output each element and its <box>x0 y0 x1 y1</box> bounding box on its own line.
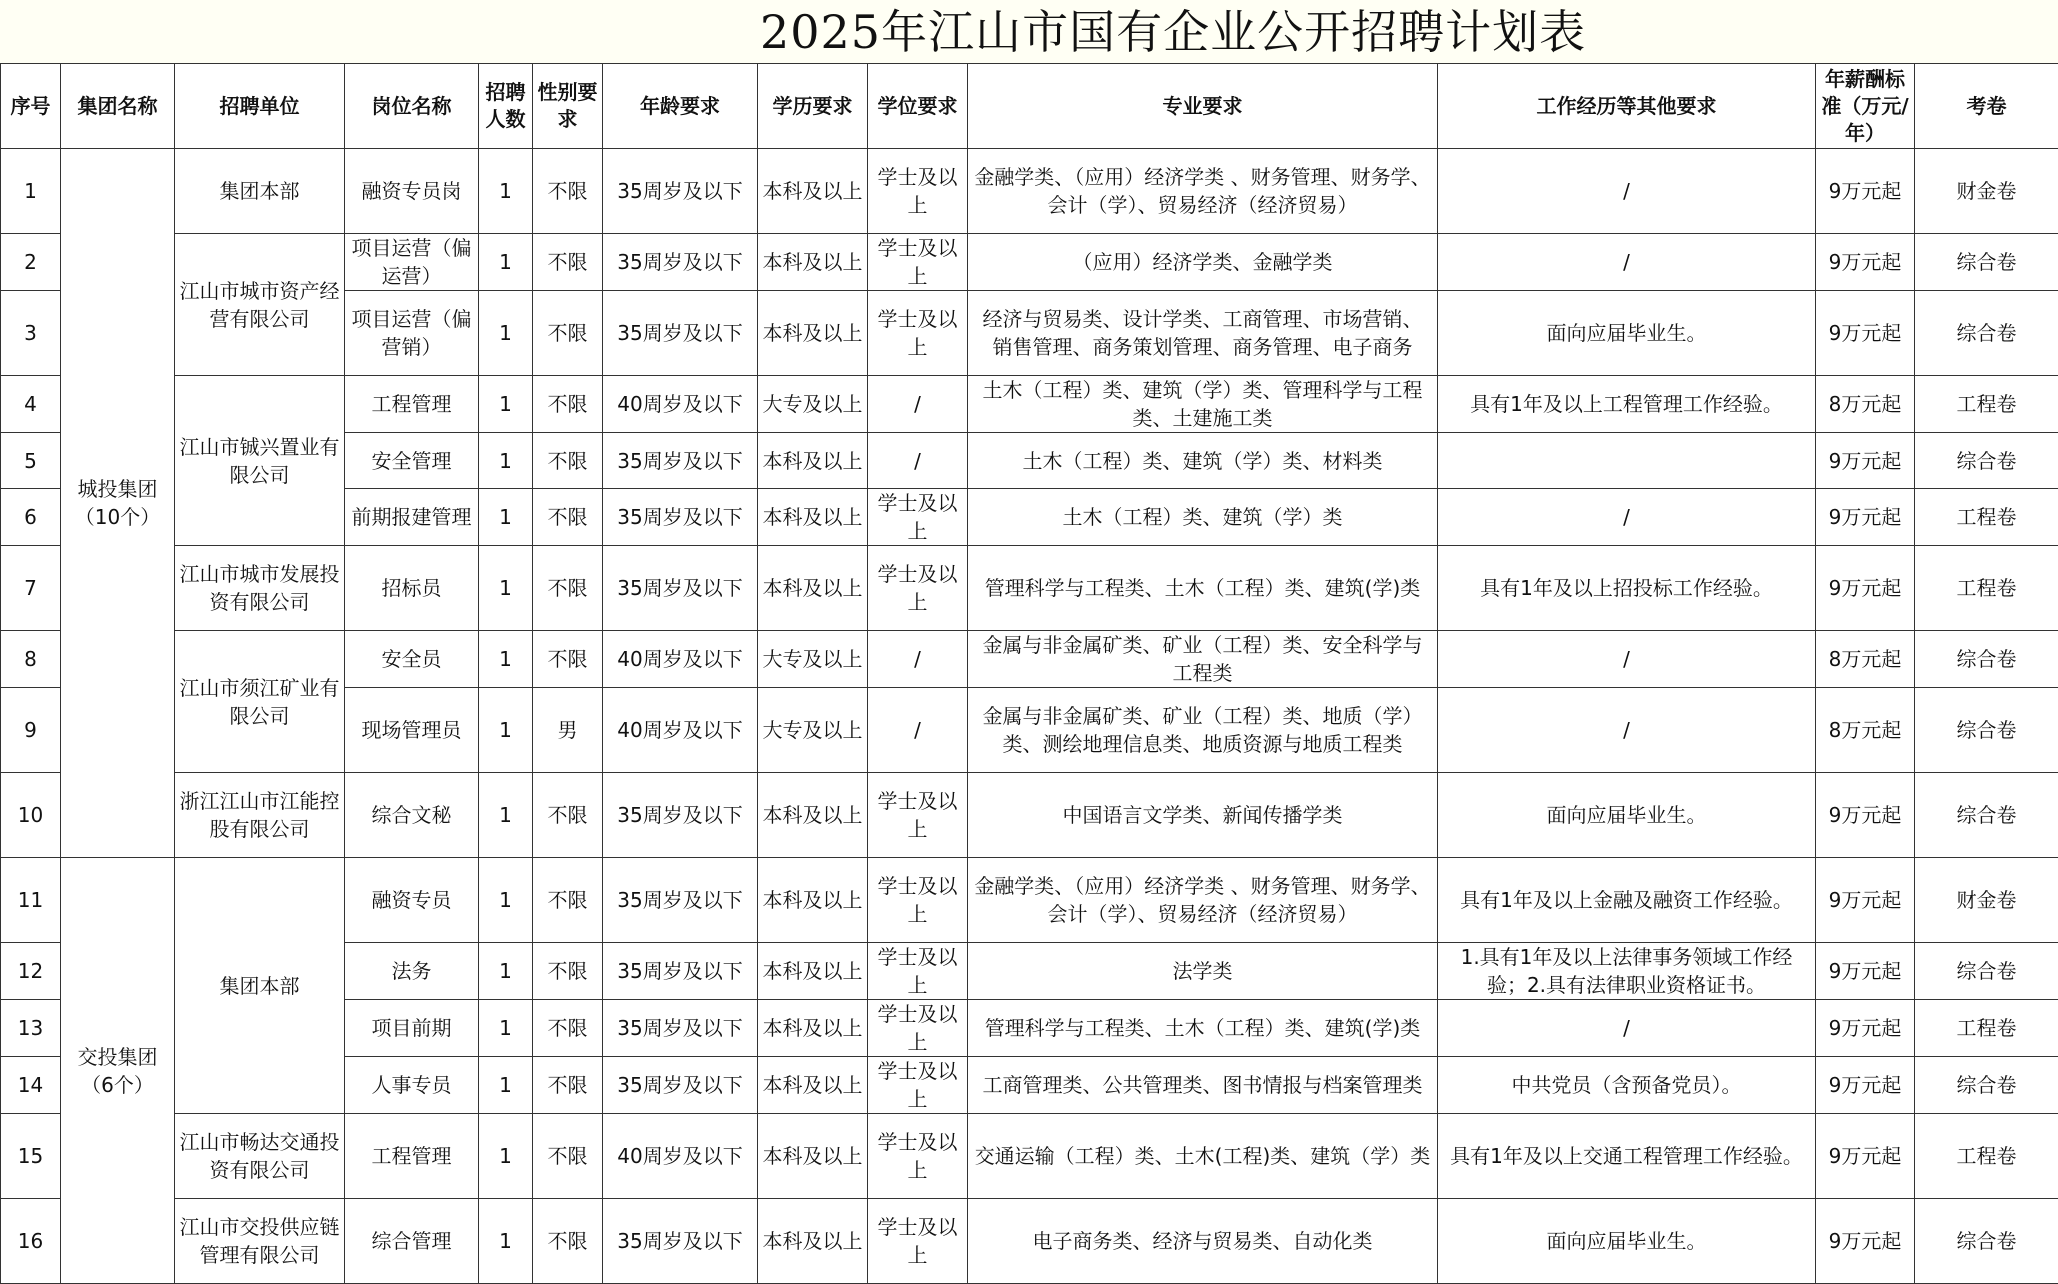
cell-degree[interactable]: 学士及以上 <box>868 1057 968 1114</box>
cell-post[interactable]: 现场管理员 <box>345 688 479 773</box>
cell-major[interactable]: 金融学类、（应用）经济学类 、财务管理、财务学、会计（学）、贸易经济（经济贸易） <box>968 149 1438 234</box>
cell-age[interactable]: 35周岁及以下 <box>603 1199 758 1284</box>
cell-edu[interactable]: 大专及以上 <box>758 688 868 773</box>
header-cell: 序号 <box>1 64 61 149</box>
cell-exam[interactable]: 综合卷 <box>1915 433 2058 489</box>
cell-exam[interactable]: 财金卷 <box>1915 858 2058 943</box>
cell-post[interactable]: 人事专员 <box>345 1057 479 1114</box>
header-cell: 考卷 <box>1915 64 2058 149</box>
header-cell: 集团名称 <box>61 64 175 149</box>
table-row <box>1 858 2058 943</box>
cell-gender[interactable]: 不限 <box>533 1199 603 1284</box>
cell-post[interactable]: 法务 <box>345 943 479 1000</box>
cell-post[interactable]: 安全管理 <box>345 433 479 489</box>
cell-exam[interactable]: 综合卷 <box>1915 1199 2058 1284</box>
cell-post[interactable]: 综合管理 <box>345 1199 479 1284</box>
cell-unit[interactable]: 集团本部 <box>175 858 345 1114</box>
cell-post[interactable]: 融资专员岗 <box>345 149 479 234</box>
cell-no[interactable]: 1 <box>1 149 61 234</box>
cell-exp[interactable]: 具有1年及以上招投标工作经验。 <box>1438 546 1816 631</box>
cell-major[interactable]: 中国语言文学类、新闻传播学类 <box>968 773 1438 858</box>
cell-salary[interactable]: 9万元起 <box>1816 234 1915 291</box>
cell-degree[interactable]: 学士及以上 <box>868 1199 968 1284</box>
cell-exam[interactable]: 综合卷 <box>1915 688 2058 773</box>
cell-gender[interactable]: 不限 <box>533 489 603 546</box>
cell-gender[interactable]: 不限 <box>533 376 603 433</box>
cell-edu[interactable]: 本科及以上 <box>758 943 868 1000</box>
cell-degree[interactable]: 学士及以上 <box>868 773 968 858</box>
cell-num[interactable]: 1 <box>479 631 533 688</box>
header-cell: 年薪酬标准（万元/年） <box>1816 64 1915 149</box>
header-row <box>1 64 2058 149</box>
cell-salary[interactable]: 9万元起 <box>1816 1199 1915 1284</box>
cell-post[interactable]: 项目运营（偏运营） <box>345 234 479 291</box>
header-cell: 专业要求 <box>968 64 1438 149</box>
cell-gender[interactable]: 不限 <box>533 149 603 234</box>
cell-degree[interactable]: 学士及以上 <box>868 291 968 376</box>
cell-major[interactable]: 法学类 <box>968 943 1438 1000</box>
table-row <box>1 149 2058 234</box>
cell-no[interactable]: 13 <box>1 1000 61 1057</box>
cell-no[interactable]: 11 <box>1 858 61 943</box>
cell-gender[interactable]: 不限 <box>533 773 603 858</box>
cell-num[interactable]: 1 <box>479 773 533 858</box>
cell-num[interactable]: 1 <box>479 376 533 433</box>
cell-degree[interactable]: 学士及以上 <box>868 858 968 943</box>
cell-degree[interactable]: 学士及以上 <box>868 1114 968 1199</box>
cell-salary[interactable]: 9万元起 <box>1816 489 1915 546</box>
cell-salary[interactable]: 9万元起 <box>1816 1000 1915 1057</box>
cell-num[interactable]: 1 <box>479 291 533 376</box>
cell-num[interactable]: 1 <box>479 688 533 773</box>
cell-age[interactable]: 35周岁及以下 <box>603 291 758 376</box>
table-row <box>1 234 2058 291</box>
cell-major[interactable]: 经济与贸易类、设计学类、工商管理、市场营销、销售管理、商务策划管理、商务管理、电子商务 <box>968 291 1438 376</box>
cell-major[interactable]: 交通运输（工程）类、土木(工程)类、建筑（学）类 <box>968 1114 1438 1199</box>
cell-salary[interactable]: 9万元起 <box>1816 943 1915 1000</box>
cell-age[interactable]: 35周岁及以下 <box>603 489 758 546</box>
cell-exam[interactable]: 工程卷 <box>1915 1114 2058 1199</box>
table-row <box>1 546 2058 631</box>
cell-no[interactable]: 7 <box>1 546 61 631</box>
cell-age[interactable]: 40周岁及以下 <box>603 1114 758 1199</box>
title-bar <box>0 0 2058 64</box>
cell-post[interactable]: 安全员 <box>345 631 479 688</box>
cell-unit[interactable]: 江山市城市资产经营有限公司 <box>175 234 345 376</box>
cell-major[interactable]: （应用）经济学类、金融学类 <box>968 234 1438 291</box>
cell-age[interactable]: 35周岁及以下 <box>603 943 758 1000</box>
header-cell: 工作经历等其他要求 <box>1438 64 1816 149</box>
cell-edu[interactable]: 本科及以上 <box>758 1114 868 1199</box>
cell-exp[interactable] <box>1438 433 1816 489</box>
cell-exam[interactable]: 综合卷 <box>1915 291 2058 376</box>
cell-unit[interactable]: 江山市铖兴置业有限公司 <box>175 376 345 546</box>
cell-no[interactable]: 2 <box>1 234 61 291</box>
cell-edu[interactable]: 本科及以上 <box>758 433 868 489</box>
cell-no[interactable]: 3 <box>1 291 61 376</box>
recruitment-table <box>0 63 2058 1284</box>
cell-edu[interactable]: 大专及以上 <box>758 631 868 688</box>
cell-salary[interactable]: 9万元起 <box>1816 773 1915 858</box>
cell-salary[interactable]: 9万元起 <box>1816 149 1915 234</box>
cell-exam[interactable]: 工程卷 <box>1915 489 2058 546</box>
cell-edu[interactable]: 本科及以上 <box>758 858 868 943</box>
cell-exam[interactable]: 工程卷 <box>1915 376 2058 433</box>
cell-num[interactable]: 1 <box>479 149 533 234</box>
cell-num[interactable]: 1 <box>479 489 533 546</box>
cell-edu[interactable]: 本科及以上 <box>758 773 868 858</box>
cell-gender[interactable]: 不限 <box>533 631 603 688</box>
cell-post[interactable]: 工程管理 <box>345 376 479 433</box>
header-cell: 年龄要求 <box>603 64 758 149</box>
cell-exp[interactable]: / <box>1438 489 1816 546</box>
cell-exam[interactable]: 综合卷 <box>1915 773 2058 858</box>
cell-no[interactable]: 15 <box>1 1114 61 1199</box>
cell-major[interactable]: 管理科学与工程类、土木（工程）类、建筑(学)类 <box>968 1000 1438 1057</box>
cell-degree[interactable]: 学士及以上 <box>868 1000 968 1057</box>
cell-degree[interactable]: 学士及以上 <box>868 489 968 546</box>
cell-num[interactable]: 1 <box>479 433 533 489</box>
cell-exam[interactable]: 工程卷 <box>1915 546 2058 631</box>
cell-gender[interactable]: 不限 <box>533 858 603 943</box>
cell-degree[interactable]: / <box>868 376 968 433</box>
cell-major[interactable]: 土木（工程）类、建筑（学）类、材料类 <box>968 433 1438 489</box>
cell-exam[interactable]: 工程卷 <box>1915 1000 2058 1057</box>
cell-exp[interactable]: 具有1年及以上交通工程管理工作经验。 <box>1438 1114 1816 1199</box>
cell-no[interactable]: 8 <box>1 631 61 688</box>
cell-degree[interactable]: / <box>868 631 968 688</box>
cell-group[interactable]: 城投集团（10个） <box>61 149 175 858</box>
cell-major[interactable]: 电子商务类、经济与贸易类、自动化类 <box>968 1199 1438 1284</box>
cell-unit[interactable]: 江山市须江矿业有限公司 <box>175 631 345 773</box>
cell-age[interactable]: 35周岁及以下 <box>603 773 758 858</box>
cell-edu[interactable]: 本科及以上 <box>758 489 868 546</box>
header-cell: 学历要求 <box>758 64 868 149</box>
cell-degree[interactable]: 学士及以上 <box>868 149 968 234</box>
cell-exam[interactable]: 财金卷 <box>1915 149 2058 234</box>
cell-major[interactable]: 土木（工程）类、建筑（学）类、管理科学与工程类、土建施工类 <box>968 376 1438 433</box>
cell-post[interactable]: 项目前期 <box>345 1000 479 1057</box>
cell-edu[interactable]: 本科及以上 <box>758 546 868 631</box>
cell-age[interactable]: 40周岁及以下 <box>603 376 758 433</box>
cell-post[interactable]: 工程管理 <box>345 1114 479 1199</box>
table-row <box>1 631 2058 688</box>
cell-num[interactable]: 1 <box>479 858 533 943</box>
header-cell: 招聘人数 <box>479 64 533 149</box>
cell-degree[interactable]: / <box>868 688 968 773</box>
cell-exp[interactable]: 1.具有1年及以上法律事务领域工作经验；2.具有法律职业资格证书。 <box>1438 943 1816 1000</box>
cell-exp[interactable]: / <box>1438 688 1816 773</box>
cell-edu[interactable]: 本科及以上 <box>758 1000 868 1057</box>
cell-unit[interactable]: 集团本部 <box>175 149 345 234</box>
cell-degree[interactable]: / <box>868 433 968 489</box>
cell-age[interactable]: 35周岁及以下 <box>603 858 758 943</box>
header-cell: 性别要求 <box>533 64 603 149</box>
cell-age[interactable]: 35周岁及以下 <box>603 546 758 631</box>
cell-salary[interactable]: 8万元起 <box>1816 631 1915 688</box>
cell-degree[interactable]: 学士及以上 <box>868 234 968 291</box>
cell-salary[interactable]: 8万元起 <box>1816 688 1915 773</box>
page-title: 2025年江山市国有企业公开招聘计划表 <box>760 6 1586 58</box>
table-row <box>1 1199 2058 1284</box>
cell-age[interactable]: 40周岁及以下 <box>603 688 758 773</box>
cell-exp[interactable]: 面向应届毕业生。 <box>1438 1199 1816 1284</box>
cell-exam[interactable]: 综合卷 <box>1915 1057 2058 1114</box>
cell-edu[interactable]: 本科及以上 <box>758 234 868 291</box>
cell-exp[interactable]: 面向应届毕业生。 <box>1438 291 1816 376</box>
cell-salary[interactable]: 9万元起 <box>1816 433 1915 489</box>
cell-degree[interactable]: 学士及以上 <box>868 943 968 1000</box>
cell-exp[interactable]: 面向应届毕业生。 <box>1438 773 1816 858</box>
cell-exam[interactable]: 综合卷 <box>1915 631 2058 688</box>
table-row <box>1 1114 2058 1199</box>
cell-post[interactable]: 融资专员 <box>345 858 479 943</box>
cell-no[interactable]: 14 <box>1 1057 61 1114</box>
cell-age[interactable]: 35周岁及以下 <box>603 234 758 291</box>
cell-gender[interactable]: 不限 <box>533 546 603 631</box>
cell-unit[interactable]: 江山市畅达交通投资有限公司 <box>175 1114 345 1199</box>
cell-post[interactable]: 前期报建管理 <box>345 489 479 546</box>
cell-num[interactable]: 1 <box>479 943 533 1000</box>
cell-post[interactable]: 综合文秘 <box>345 773 479 858</box>
cell-no[interactable]: 5 <box>1 433 61 489</box>
cell-age[interactable]: 40周岁及以下 <box>603 631 758 688</box>
header-cell: 学位要求 <box>868 64 968 149</box>
cell-num[interactable]: 1 <box>479 1199 533 1284</box>
cell-no[interactable]: 16 <box>1 1199 61 1284</box>
cell-exp[interactable]: / <box>1438 234 1816 291</box>
cell-no[interactable]: 10 <box>1 773 61 858</box>
header-cell: 招聘单位 <box>175 64 345 149</box>
cell-major[interactable]: 工商管理类、公共管理类、图书情报与档案管理类 <box>968 1057 1438 1114</box>
cell-exam[interactable]: 综合卷 <box>1915 943 2058 1000</box>
cell-num[interactable]: 1 <box>479 546 533 631</box>
cell-exp[interactable]: 中共党员（含预备党员）。 <box>1438 1057 1816 1114</box>
cell-salary[interactable]: 9万元起 <box>1816 858 1915 943</box>
cell-exp[interactable]: / <box>1438 631 1816 688</box>
cell-edu[interactable]: 本科及以上 <box>758 291 868 376</box>
cell-salary[interactable]: 8万元起 <box>1816 376 1915 433</box>
cell-age[interactable]: 35周岁及以下 <box>603 433 758 489</box>
cell-age[interactable]: 35周岁及以下 <box>603 1057 758 1114</box>
cell-group[interactable]: 交投集团（6个） <box>61 858 175 1284</box>
cell-edu[interactable]: 大专及以上 <box>758 376 868 433</box>
cell-major[interactable]: 金属与非金属矿类、矿业（工程）类、安全科学与工程类 <box>968 631 1438 688</box>
cell-post[interactable]: 项目运营（偏营销） <box>345 291 479 376</box>
cell-salary[interactable]: 9万元起 <box>1816 291 1915 376</box>
cell-no[interactable]: 6 <box>1 489 61 546</box>
cell-unit[interactable]: 江山市交投供应链管理有限公司 <box>175 1199 345 1284</box>
cell-gender[interactable]: 不限 <box>533 291 603 376</box>
cell-exam[interactable]: 综合卷 <box>1915 234 2058 291</box>
table-row <box>1 376 2058 433</box>
cell-num[interactable]: 1 <box>479 234 533 291</box>
cell-gender[interactable]: 不限 <box>533 234 603 291</box>
cell-num[interactable]: 1 <box>479 1000 533 1057</box>
cell-major[interactable]: 土木（工程）类、建筑（学）类 <box>968 489 1438 546</box>
cell-major[interactable]: 金属与非金属矿类、矿业（工程）类、地质（学）类、测绘地理信息类、地质资源与地质工程类 <box>968 688 1438 773</box>
cell-exp[interactable]: 具有1年及以上工程管理工作经验。 <box>1438 376 1816 433</box>
cell-salary[interactable]: 9万元起 <box>1816 1057 1915 1114</box>
cell-major[interactable]: 管理科学与工程类、土木（工程）类、建筑(学)类 <box>968 546 1438 631</box>
cell-age[interactable]: 35周岁及以下 <box>603 149 758 234</box>
header-cell: 岗位名称 <box>345 64 479 149</box>
cell-num[interactable]: 1 <box>479 1057 533 1114</box>
cell-edu[interactable]: 本科及以上 <box>758 149 868 234</box>
cell-unit[interactable]: 浙江江山市江能控股有限公司 <box>175 773 345 858</box>
cell-num[interactable]: 1 <box>479 1114 533 1199</box>
cell-gender[interactable]: 不限 <box>533 1000 603 1057</box>
cell-gender[interactable]: 男 <box>533 688 603 773</box>
cell-no[interactable]: 12 <box>1 943 61 1000</box>
cell-post[interactable]: 招标员 <box>345 546 479 631</box>
cell-salary[interactable]: 9万元起 <box>1816 1114 1915 1199</box>
cell-unit[interactable]: 江山市城市发展投资有限公司 <box>175 546 345 631</box>
cell-salary[interactable]: 9万元起 <box>1816 546 1915 631</box>
cell-edu[interactable]: 本科及以上 <box>758 1199 868 1284</box>
cell-age[interactable]: 35周岁及以下 <box>603 1000 758 1057</box>
cell-major[interactable]: 金融学类、（应用）经济学类 、财务管理、财务学、会计（学）、贸易经济（经济贸易） <box>968 858 1438 943</box>
cell-exp[interactable]: / <box>1438 149 1816 234</box>
cell-gender[interactable]: 不限 <box>533 433 603 489</box>
cell-exp[interactable]: / <box>1438 1000 1816 1057</box>
cell-edu[interactable]: 本科及以上 <box>758 1057 868 1114</box>
cell-no[interactable]: 9 <box>1 688 61 773</box>
cell-gender[interactable]: 不限 <box>533 1114 603 1199</box>
cell-exp[interactable]: 具有1年及以上金融及融资工作经验。 <box>1438 858 1816 943</box>
cell-gender[interactable]: 不限 <box>533 1057 603 1114</box>
cell-gender[interactable]: 不限 <box>533 943 603 1000</box>
table-row <box>1 773 2058 858</box>
cell-degree[interactable]: 学士及以上 <box>868 546 968 631</box>
cell-no[interactable]: 4 <box>1 376 61 433</box>
